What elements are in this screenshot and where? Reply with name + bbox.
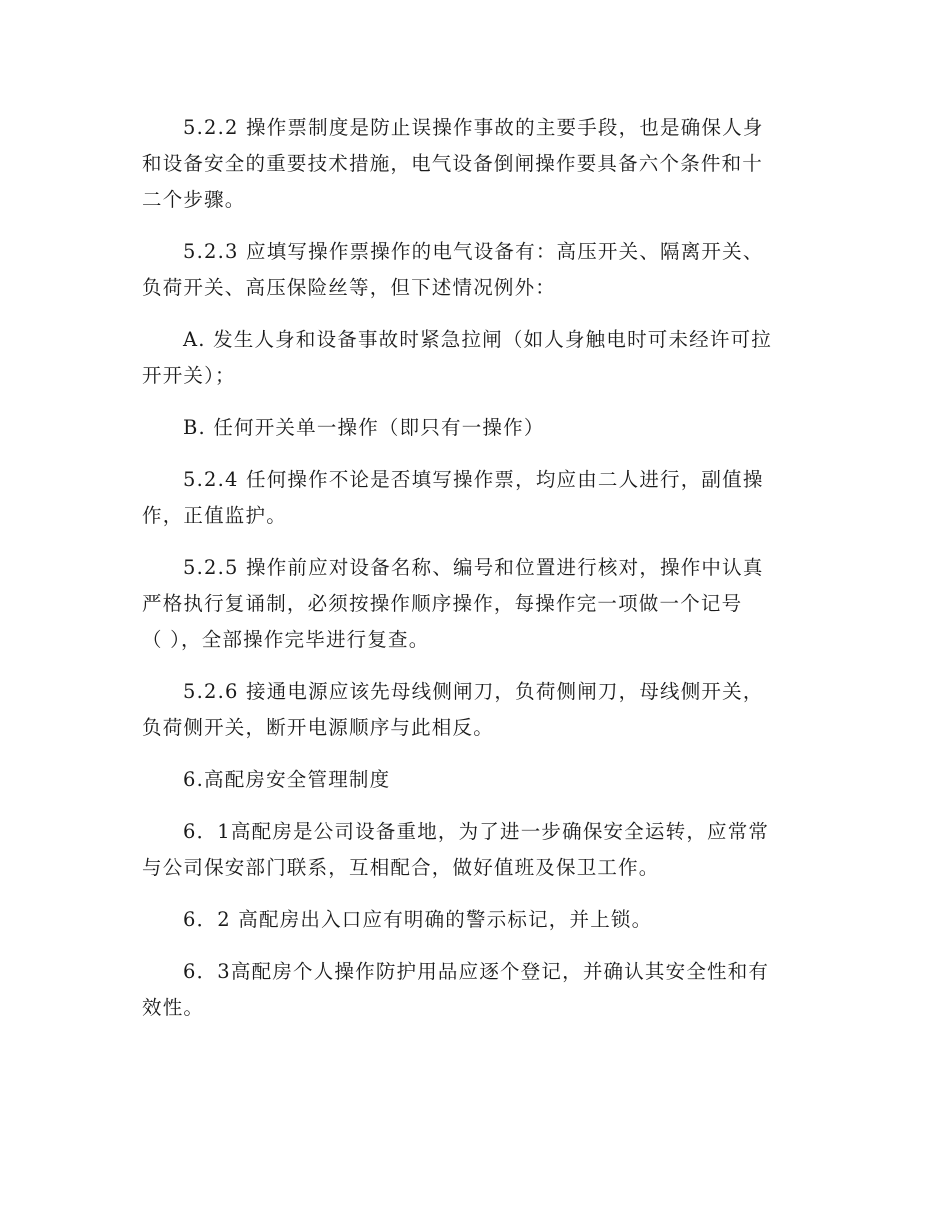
text-line: 效性。 bbox=[142, 996, 205, 1019]
text-line: 5.2.6 接通电源应该先母线侧闸刀，负荷侧闸刀，母线侧开关， bbox=[183, 680, 764, 703]
paragraph-6-3 bbox=[142, 954, 806, 1026]
text-line: 开开关）； bbox=[142, 364, 236, 387]
section-heading-6 bbox=[142, 762, 806, 798]
paragraph-item-b bbox=[142, 410, 806, 446]
text-line: B. 任何开关单一操作（即只有一操作） bbox=[183, 416, 545, 439]
paragraph-5-2-3 bbox=[142, 234, 806, 306]
text-line: 6．1高配房是公司设备重地，为了进一步确保安全运转，应常常 bbox=[183, 820, 770, 843]
text-line: 负荷开关、高压保险丝等，但下述情况例外： bbox=[142, 276, 557, 299]
paragraph-5-2-2 bbox=[142, 110, 806, 218]
paragraph-5-2-4 bbox=[142, 462, 806, 534]
text-line: A. 发生人身和设备事故时紧急拉闸（如人身触电时可未经许可拉 bbox=[183, 328, 772, 351]
text-line: 负荷侧开关，断开电源顺序与此相反。 bbox=[142, 716, 494, 739]
text-line: 5.2.3 应填写操作票操作的电气设备有：高压开关、隔离开关、 bbox=[183, 240, 764, 263]
text-line: 与公司保安部门联系，互相配合，做好值班及保卫工作。 bbox=[142, 856, 660, 879]
paragraph-item-a bbox=[142, 322, 806, 394]
text-line: 6.高配房安全管理制度 bbox=[183, 768, 391, 791]
text-line: 5.2.4 任何操作不论是否填写操作票，均应由二人进行，副值操 bbox=[183, 468, 764, 491]
text-line: 6．2 高配房出入口应有明确的警示标记，并上锁。 bbox=[183, 908, 653, 931]
paragraph-6-1 bbox=[142, 814, 806, 886]
text-line: 二个步骤。 bbox=[142, 188, 246, 211]
text-line: 作，正值监护。 bbox=[142, 504, 287, 527]
text-line: 和设备安全的重要技术措施，电气设备倒闸操作要具备六个条件和十 bbox=[142, 152, 764, 175]
text-line: 6．3高配房个人操作防护用品应逐个登记，并确认其安全性和有 bbox=[183, 960, 770, 983]
text-line: 5.2.2 操作票制度是防止误操作事故的主要手段，也是确保人身 bbox=[183, 116, 764, 139]
paragraph-5-2-6 bbox=[142, 674, 806, 746]
text-line: 5.2.5 操作前应对设备名称、编号和位置进行核对，操作中认真 bbox=[183, 556, 764, 579]
text-line: 严格执行复诵制，必须按操作顺序操作，每操作完一项做一个记号 bbox=[142, 592, 743, 615]
paragraph-6-2 bbox=[142, 902, 806, 938]
paragraph-5-2-5 bbox=[142, 550, 806, 658]
text-line: （ ），全部操作完毕进行复查。 bbox=[142, 628, 430, 651]
document-page bbox=[142, 110, 806, 1042]
